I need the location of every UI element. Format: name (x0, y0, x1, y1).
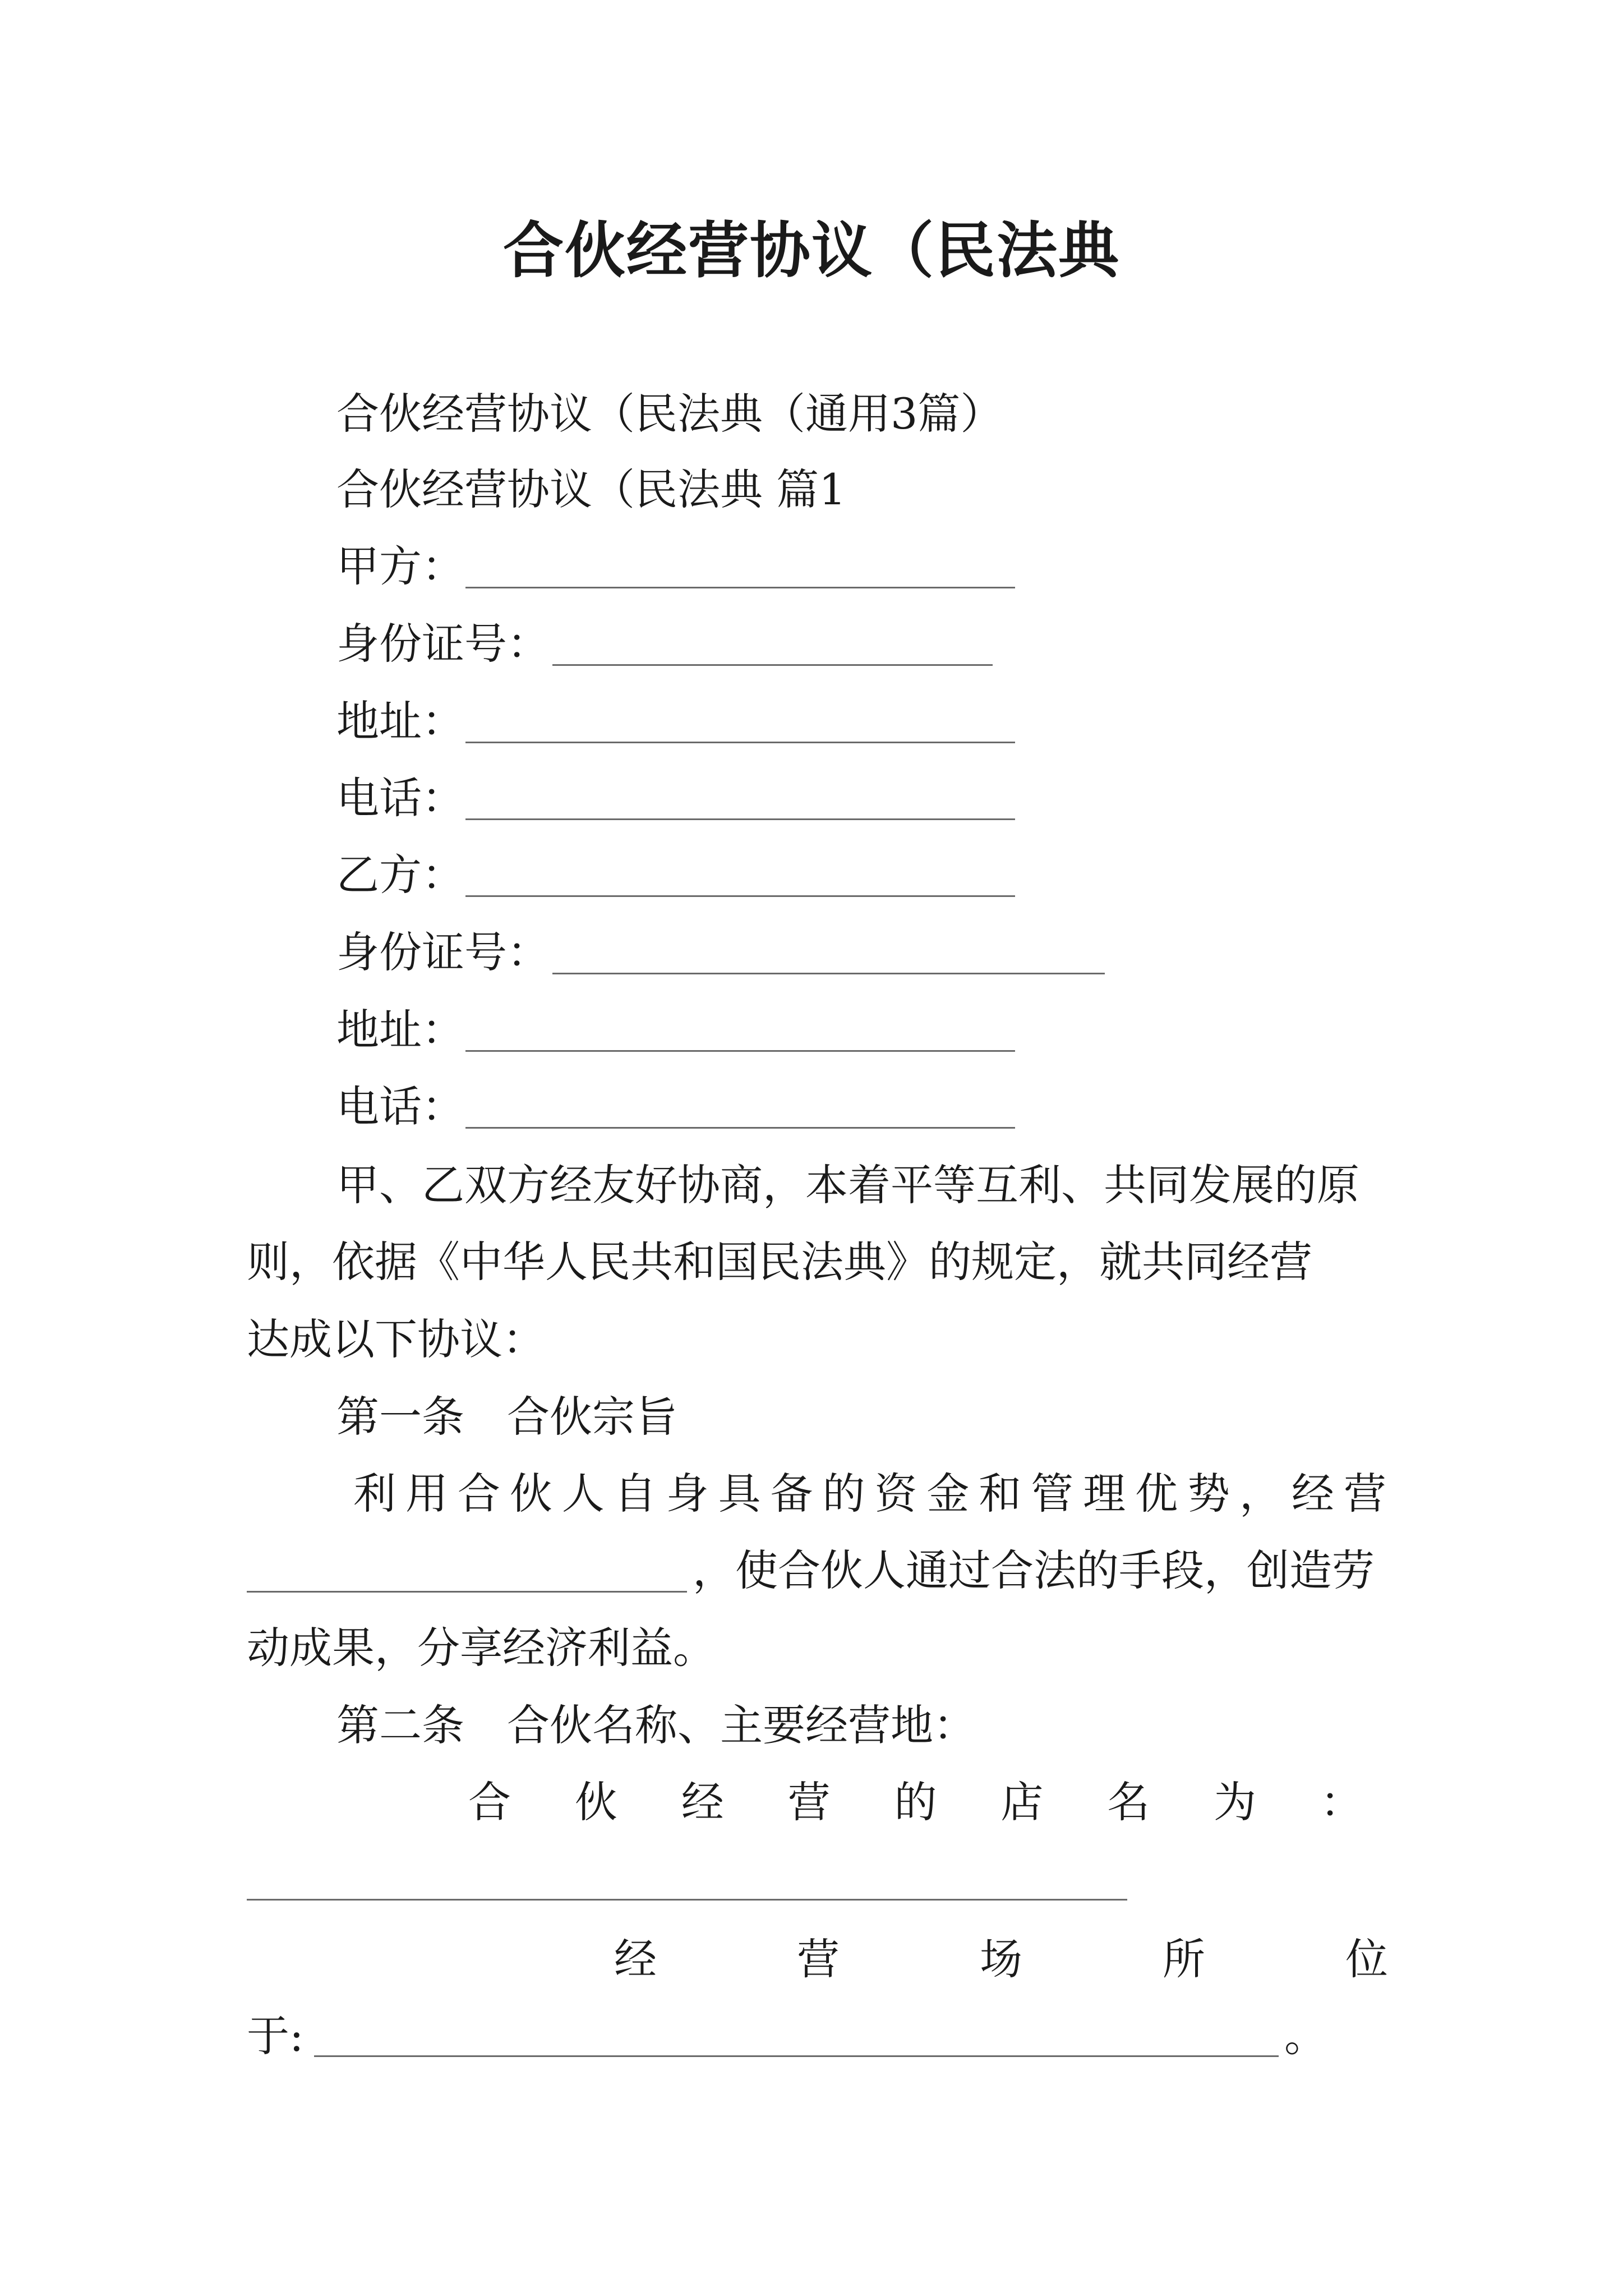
business-place-blank[interactable] (314, 2055, 1279, 2057)
address-b-label: 地址： (336, 1005, 464, 1055)
article-1-heading: 第一条 合伙宗旨 (336, 1392, 677, 1442)
business-scope-blank[interactable] (247, 1591, 687, 1593)
phone-b-blank[interactable] (465, 1127, 1015, 1129)
intro-line-3: 达成以下协议： (247, 1314, 545, 1364)
id-b-blank[interactable] (552, 973, 1105, 974)
article-1-line-3: 动成果，分享经济利益。 (247, 1623, 716, 1673)
document-subtitle: 合伙经营协议（民法典（通用3篇） (336, 389, 1003, 439)
article-1-line-1: 利 用 合 伙 人 自 身 具 备 的 资 金 和 管 理 优 势 ， 经 营 (353, 1469, 1386, 1519)
article-1-line-2: ，使合伙人通过合法的手段，创造劳 (693, 1545, 1375, 1595)
shop-name-blank[interactable] (247, 1899, 1127, 1901)
section-heading: 合伙经营协议（民法典 篇1 (336, 464, 846, 514)
address-b-blank[interactable] (465, 1050, 1015, 1052)
article-2-heading: 第二条 合伙名称、主要经营地： (336, 1700, 976, 1750)
address-a-label: 地址： (336, 696, 464, 746)
place-label: 经 营 场 所 位 (614, 1934, 1388, 1984)
id-a-label: 身份证号： (336, 619, 550, 669)
party-b-blank[interactable] (465, 895, 1015, 897)
intro-line-2: 则，依据《中华人民共和国民法典》的规定，就共同经营 (247, 1237, 1312, 1287)
shop-name-label: 合 伙 经 营 的 店 名 为 ： (468, 1777, 1363, 1827)
phone-a-blank[interactable] (465, 818, 1015, 820)
party-a-label: 甲方： (336, 541, 464, 591)
place-tail-end: 。 (1284, 2011, 1327, 2061)
place-tail-prefix: 于: (247, 2011, 304, 2061)
id-b-label: 身份证号： (336, 927, 550, 977)
document-title: 合伙经营协议（民法典 (502, 215, 1120, 286)
phone-a-label: 电话： (336, 773, 464, 823)
party-b-label: 乙方： (336, 850, 464, 900)
intro-line-1: 甲、乙双方经友好协商，本着平等互利、共同发展的原 (336, 1160, 1359, 1210)
party-a-blank[interactable] (465, 587, 1015, 588)
address-a-blank[interactable] (465, 742, 1015, 743)
id-a-blank[interactable] (552, 664, 993, 666)
phone-b-label: 电话： (336, 1082, 464, 1131)
